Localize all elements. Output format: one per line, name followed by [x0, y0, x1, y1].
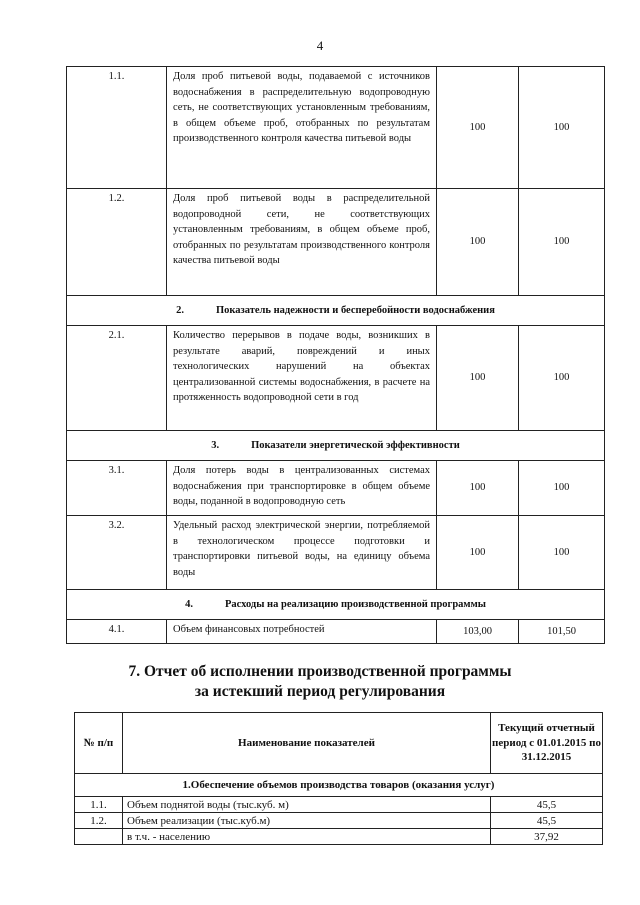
section-number: 2. [176, 304, 184, 316]
indicator-value-2: 100 [519, 461, 605, 516]
section-7-title-line2: за истекший период регулирования [194, 683, 446, 700]
section-number: 4. [185, 598, 193, 610]
report-table-header [75, 713, 603, 774]
section-number: 3. [211, 439, 220, 451]
indicator-value-2: 100 [519, 67, 605, 189]
section-heading [67, 296, 605, 326]
indicator-description: Объем финансовых потребностей [167, 620, 437, 644]
indicator-value-2: 101,50 [519, 620, 605, 644]
section-heading [67, 590, 605, 620]
header-period: Текущий отчетный период с 01.01.2015 по 31.12.2015 [491, 713, 603, 774]
indicator-number: 2.1. [67, 326, 167, 431]
indicator-number: 4.1. [67, 620, 167, 644]
indicator-description: Доля проб питьевой воды, подаваемой с источников водоснабжения в распределительную водопроводную сеть, не соответствующих установленным требованиям, в общем объеме проб, отобранных по результатам производственного контроля качества питьевой воды [167, 67, 437, 189]
page-number: 4 [316, 38, 324, 53]
section-heading [67, 431, 605, 461]
report-row-value: 45,5 [491, 797, 603, 813]
indicator-number: 1.2. [67, 189, 167, 296]
section-title: Расходы на реализацию производственной программы [224, 598, 486, 610]
indicator-number: 3.2. [67, 516, 167, 590]
section-7-title-line1: 7. Отчет об исполнении производственной программы [128, 663, 512, 680]
indicator-description: Количество перерывов в подаче воды, возникших в результате аварий, повреждений и иных технологических нарушений на объектах централизованной системы водоснабжения, в расчете на протяженность водопроводной сети в год [167, 326, 437, 431]
indicator-description: Доля потерь воды в централизованных системах водоснабжения при транспортировке в общем объеме воды, поданной в водопроводную сеть [167, 461, 437, 516]
indicator-value-2: 100 [519, 516, 605, 590]
indicator-value-1: 100 [437, 67, 519, 189]
section-row [67, 296, 605, 326]
indicator-row [67, 516, 605, 590]
indicator-row [67, 620, 605, 644]
report-row-name: Объем реализации (тыс.куб.м) [123, 813, 491, 829]
indicator-value-1: 100 [437, 189, 519, 296]
indicator-value-2: 100 [519, 189, 605, 296]
report-row [75, 813, 603, 829]
indicator-value-1: 100 [437, 461, 519, 516]
indicators-table [66, 66, 605, 644]
indicator-description: Доля проб питьевой воды в распределительной водопроводной сети, не соответствующих установленным требованиям, в общем объеме проб, отобранных по результатам производственного контроля качества питьевой воды [167, 189, 437, 296]
indicator-value-1: 100 [437, 516, 519, 590]
indicator-row [67, 67, 605, 189]
report-row-number: 1.2. [75, 813, 123, 829]
report-row-value: 45,5 [491, 813, 603, 829]
indicator-value-2: 100 [519, 326, 605, 431]
report-row-name: в т.ч. - населению [123, 829, 491, 845]
report-section-row [75, 774, 603, 797]
report-row-number [75, 829, 123, 845]
indicator-row [67, 326, 605, 431]
header-num: № п/п [75, 713, 123, 774]
section-row [67, 590, 605, 620]
report-row-number: 1.1. [75, 797, 123, 813]
report-row-name: Объем поднятой воды (тыс.куб. м) [123, 797, 491, 813]
section-row [67, 431, 605, 461]
section-7-title [0, 662, 640, 702]
indicator-value-1: 103,00 [437, 620, 519, 644]
section-title: Показатели энергетической эффективности [251, 439, 460, 451]
indicator-description: Удельный расход электрической энергии, потребляемой в технологическом процессе подготовки и транспортировки питьевой воды, на единицу объема воды [167, 516, 437, 590]
report-row [75, 797, 603, 813]
report-table [74, 712, 603, 845]
indicator-number: 1.1. [67, 67, 167, 189]
indicator-row [67, 461, 605, 516]
report-row-value: 37,92 [491, 829, 603, 845]
report-row [75, 829, 603, 845]
header-name: Наименование показателей [123, 713, 491, 774]
indicator-value-1: 100 [437, 326, 519, 431]
indicator-number: 3.1. [67, 461, 167, 516]
indicator-row [67, 189, 605, 296]
section-title: Показатель надежности и бесперебойности водоснабжения [215, 304, 495, 316]
report-section-title: 1.Обеспечение объемов производства товаров (оказания услуг) [75, 774, 603, 797]
